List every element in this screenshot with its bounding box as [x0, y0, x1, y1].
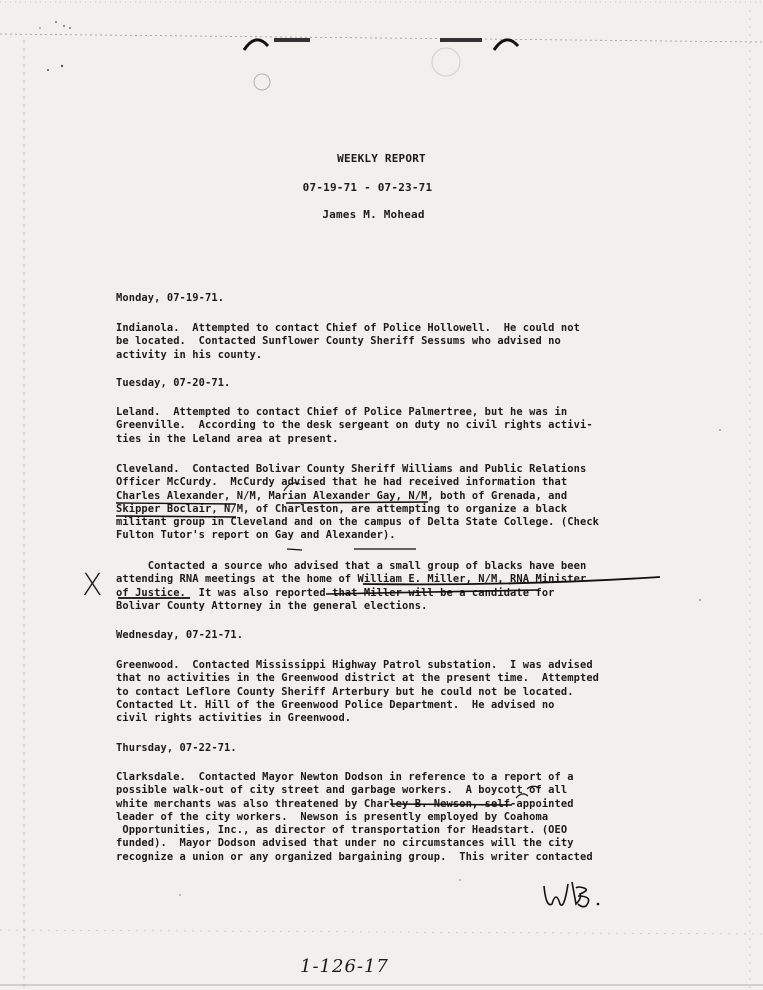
- page-number: 1-126-17: [300, 956, 389, 977]
- paragraph-leland: Leland. Attempted to contact Chief of Police Palmertree, but he was in Greenville. According to the desk sergeant on duty no civil rights activi- ties in the Leland area at present.: [116, 406, 593, 445]
- paragraph-indianola: Indianola. Attempted to contact Chief of Police Hollowell. He could not be located. Contacted Sunflower County Sheriff Sessums who advised no activity in his county.: [116, 322, 580, 361]
- day-heading-monday: Monday, 07-19-71.: [116, 292, 225, 304]
- paragraph-source-report: Contacted a source who advised that a small group of blacks have been attending RNA meetings at the home of William E. Miller, N/M, RNA Minister of Justice. It was also reported that Miller will be a candidate for Bolivar County Attorney in the general elections.: [116, 560, 587, 612]
- day-heading-tuesday: Tuesday, 07-20-71.: [116, 377, 231, 389]
- day-heading-wednesday: Wednesday, 07-21-71.: [116, 629, 244, 641]
- paragraph-clarksdale: Clarksdale. Contacted Mayor Newton Dodson in reference to a report of a possible walk-out of city street and garbage workers. A boycott of all white merchants was also threatened by Charley B. Newson, self-appointed leader of the city workers. Newson is presently employed by Coahoma Opportunities, Inc., as director of transportation for Headstart. (OEO funded). Mayor Dodson advised that under no circumstances will the city recognize a union or any organized bargaining group. This writer contacted: [116, 771, 593, 863]
- paragraph-greenwood: Greenwood. Contacted Mississippi Highway Patrol substation. I was advised that no activities in the Greenwood district at the present time. Attempted to contact Leflore County Sheriff Arterbury but he could not be located. Contacted Lt. Hill of the Greenwood Police Department. He advised no civil rights activities in Greenwood.: [116, 659, 600, 725]
- report-date-range: 07-19-71 - 07-23-71: [302, 181, 433, 194]
- paragraph-cleveland: Cleveland. Contacted Bolivar County Sheriff Williams and Public Relations Officer McCurdy. McCurdy advised that he had received information that Charles Alexander, N/M, Marian Alexander Gay, N/M, both of Grenada, and Skipper Boclair, N/M, of Charleston, are attempting to organize a black militant group in Cleveland and on the campus of Delta State College. (Check Fulton Tutor's report on Gay and Alexander).: [116, 463, 600, 542]
- margin-x-mark: X: [82, 568, 103, 603]
- handwritten-initials: [538, 874, 612, 916]
- day-heading-thursday: Thursday, 07-22-71.: [116, 742, 237, 754]
- report-title: WEEKLY REPORT: [337, 152, 426, 165]
- report-author: James M. Mohead: [322, 208, 425, 221]
